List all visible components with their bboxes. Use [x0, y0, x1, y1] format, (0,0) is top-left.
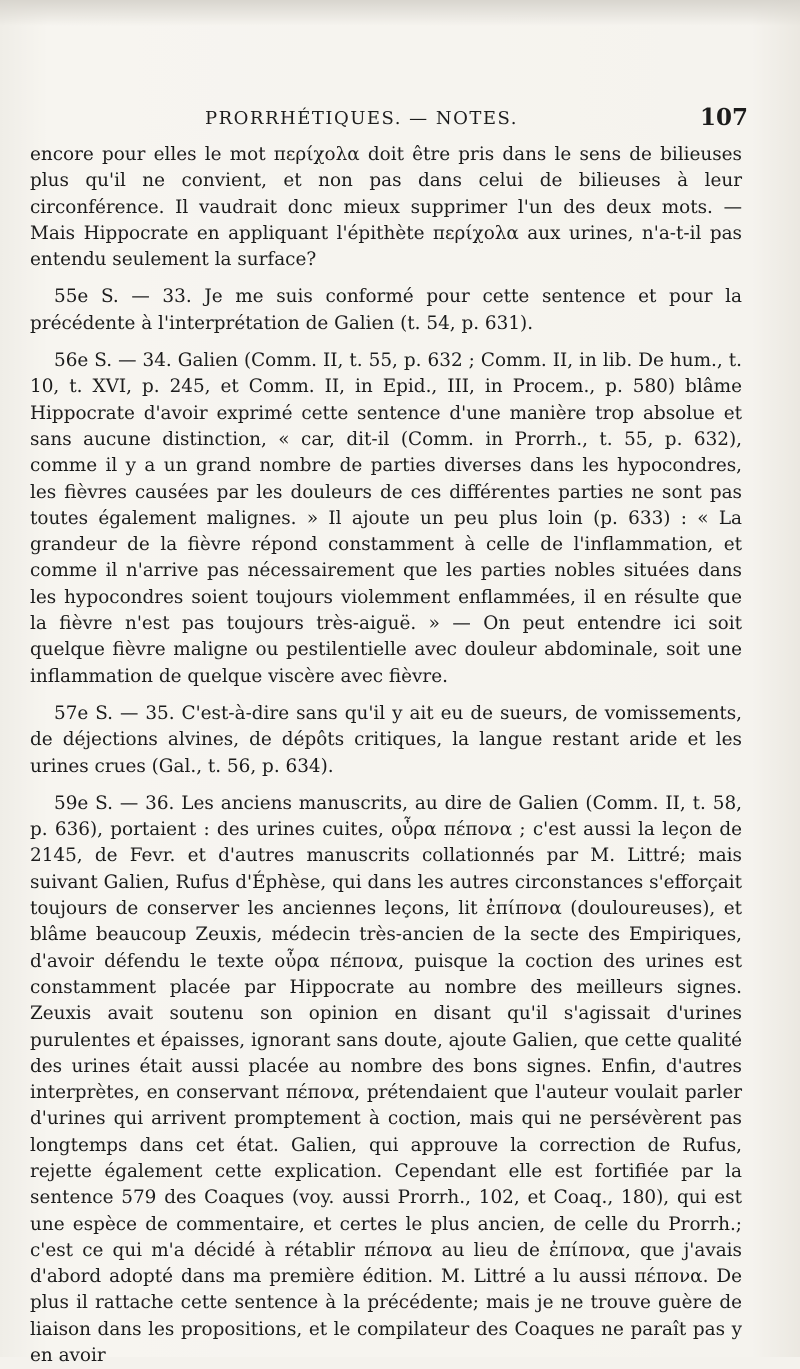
note-paragraph: 57e S. — 35. C'est-à-dire sans qu'il y ait eu de sueurs, de vomissements, de déjections alvines, de dépôts critiques, la langue restant aride et les urines crues (Gal., t. 56, p. 634). — [30, 702, 742, 777]
page-header — [30, 100, 748, 140]
note-paragraph: 56e S. — 34. Galien (Comm. II, t. 55, p. 632 ; Comm. II, in lib. De hum., t. 10, t. XVI, p. 245, et Comm. II, in Epid., III, in Procem., p. 580) blâme Hippocrate d'avoir exprimé cette sentence d'une manière trop absolue et sans aucune distinction, « car, dit-il (Comm. in Prorrh., t. 55, p. 632), comme il y a un grand nombre de parties diverses dans les hypocondres, les fièvres causées par les douleurs de ces différentes parties ne sont pas toutes également malignes. » Il ajoute un peu plus loin (p. 633) : « La grandeur de la fièvre répond constamment à celle de l'inflammation, et comme il n'arrive pas nécessairement que les parties nobles situées dans les hypocondres soient toujours violemment enflammées, il en résulte que la fièvre n'est pas toujours très-aiguë. » — On peut entendre ici soit quelque fièvre maligne ou pestilentielle avec douleur abdominale, soit une inflammation de quelque viscère avec fièvre. — [30, 350, 742, 687]
paragraph-continuation: encore pour elles le mot περίχολα doit être pris dans le sens de bilieuses plus qu'il ne convient, et non pas dans celui de bilieuses à leur circonférence. Il vaudrait donc mieux supprimer l'un des deux mots. — Mais Hippocrate en appliquant l'épithète περίχολα aux urines, n'a-t-il pas entendu seulement la surface? — [30, 144, 742, 271]
page-number: 107 — [699, 104, 748, 131]
note-paragraph: 59e S. — 36. Les anciens manuscrits, au dire de Galien (Comm. II, t. 58, p. 636), portaient : des urines cuites, οὖρα πέπονα ; c'est aussi la leçon de 2145, de Fevr. et d'autres manuscrits collationnés par M. Littré; mais suivant Galien, Rufus d'Éphèse, qui dans les autres circonstances s'efforçait toujours de conserver les anciennes leçons, lit ἐπίπονα (douloureuses), et blâme beaucoup Zeuxis, médecin très-ancien de la secte des Empiriques, d'avoir défendu le texte οὖρα πέπονα, puisque la coction des urines est constamment placée par Hippocrate au nombre des meilleurs signes. Zeuxis avait soutenu son opinion en disant qu'il s'agissait d'urines purulentes et épaisses, ignorant sans doute, ajoute Galien, que cette qualité des urines était aussi placée au nombre des bons signes. Enfin, d'autres interprètes, en conservant πέπονα, prétendaient que l'auteur voulait parler d'urines qui arrivent promptement à coction, mais qui ne persévèrent pas longtemps dans cet état. Galien, qui approuve la correction de Rufus, rejette également cette explication. Cependant elle est fortifiée par la sentence 579 des Coaques (voy. aussi Prorrh., 102, et Coaq., 180), qui est une espèce de commentaire, et certes le plus ancien, de celle du Prorrh.; c'est ce qui m'a décidé à rétablir πέπονα au lieu de ἐπίπονα, que j'avais d'abord adopté dans ma première édition. M. Littré a lu aussi πέπονα. De plus il rattache cette sentence à la précédente; mais je ne trouve guère de liaison dans les propositions, et le compilateur des Coaques ne paraît pas y en avoir — [30, 792, 742, 1367]
note-paragraph: 55e S. — 33. Je me suis conformé pour cette sentence et pour la précédente à l'interprétation de Galien (t. 54, p. 631). — [30, 286, 742, 334]
running-title: PRORRHÉTIQUES. — NOTES. — [205, 108, 518, 129]
notes-text — [30, 142, 742, 1369]
